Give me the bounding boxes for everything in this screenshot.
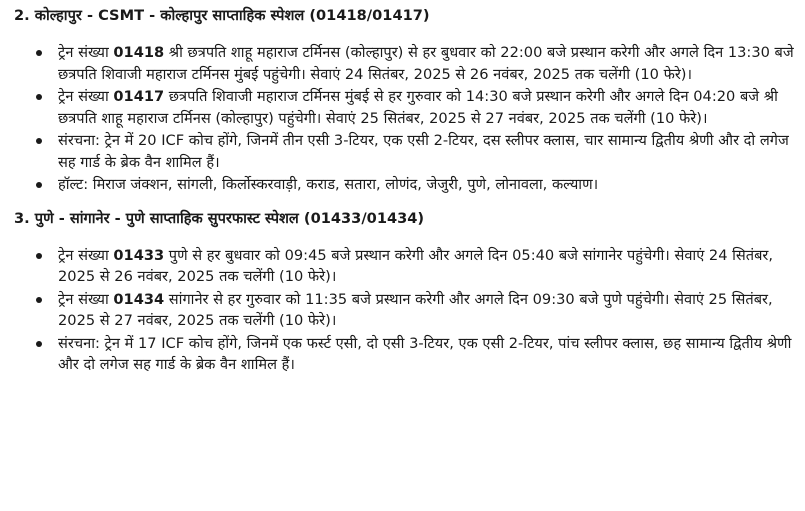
list-item — [14, 42, 795, 85]
item-prefix: ट्रेन संख्या — [58, 290, 114, 308]
heading-part-1: पुणे — [34, 209, 54, 227]
item-prefix: ट्रेन संख्या — [58, 88, 114, 105]
bullet-icon — [36, 253, 42, 259]
item-text: श्री छत्रपति शाहू महाराज टर्मिनस (कोल्हापुर) से हर बुधवार को 22:00 बजे प्रस्थान करेगी और अगले दिन 13:30 बजे छत्रपति शिवाजी महाराज टर्मिनस मुंबई पहुंचेगी। सेवाएं 24 सितंबर, 2025 से 26 नवंबर, 2025 तक चलेंगी (10 फेरे)। — [58, 44, 794, 83]
item-text: छत्रपति शिवाजी महाराज टर्मिनस मुंबई से हर गुरुवार को 14:30 बजे प्रस्थान करेगी और अगले दिन 04:20 बजे श्री छत्रपति शाहू महाराज टर्मिनस (कोल्हापुर) पहुंचेगी। सेवाएं 25 सितंबर, 2025 से 27 नवंबर, 2025 तक चलेंगी (10 फेरे)। — [58, 88, 778, 127]
section-number: 3. — [14, 209, 35, 227]
bullet-icon — [36, 50, 42, 56]
section-number: 2. — [14, 7, 35, 24]
bullet-icon — [36, 341, 42, 347]
heading-part-3: कोल्हापुर साप्ताहिक स्पेशल — [160, 7, 305, 24]
item-prefix: ट्रेन संख्या — [58, 246, 114, 264]
heading-separator: - — [81, 7, 99, 24]
item-prefix: ट्रेन संख्या — [58, 44, 114, 61]
item-text: हॉल्ट: मिराज जंक्शन, सांगली, किर्लोस्करवाड़ी, कराड, सतारा, लोणंद, जेजुरी, पुणे, लोनावला, कल्याण। — [58, 176, 599, 193]
list-item — [14, 245, 795, 288]
section-pune-sanganer — [14, 207, 795, 376]
section-kolhapur-csmt — [14, 4, 795, 196]
list-item — [14, 130, 795, 173]
bullet-list — [14, 42, 795, 196]
heading-part-2: सांगानेर — [69, 209, 110, 227]
bullet-icon — [36, 297, 42, 303]
item-text: सांगानेर से हर गुरुवार को 11:35 बजे प्रस्थान करेगी और अगले दिन 09:30 बजे पुणे पहुंचेगी। सेवाएं 25 सितंबर, 2025 से 27 नवंबर, 2025 तक चलेंगी (10 फेरे)। — [58, 290, 773, 329]
bullet-icon — [36, 138, 42, 144]
train-number: 01418 — [113, 44, 165, 61]
heading-part-2: CSMT — [98, 7, 145, 24]
list-item — [14, 289, 795, 332]
item-text: संरचना: ट्रेन में 17 ICF कोच होंगे, जिनमें एक फर्स्ट एसी, दो एसी 3-टियर, एक एसी 2-टियर, पांच स्लीपर क्लास, छह सामान्य द्वितीय श्रेणी और दो लगेज सह गार्ड के ब्रेक वैन शामिल हैं। — [58, 334, 792, 373]
heading-part-1: कोल्हापुर — [34, 7, 82, 24]
train-number: 01434 — [113, 290, 165, 308]
item-text: पुणे से हर बुधवार को 09:45 बजे प्रस्थान करेगी और अगले दिन 05:40 बजे सांगानेर पहुंचेगी। सेवाएं 24 सितंबर, 2025 से 26 नवंबर, 2025 तक चलेंगी (10 फेरे)। — [58, 246, 774, 285]
bullet-list — [14, 245, 795, 376]
list-item — [14, 174, 795, 196]
section-heading — [14, 4, 795, 28]
bullet-icon — [36, 182, 42, 188]
train-codes: (01433/01434) — [298, 209, 425, 227]
bullet-icon — [36, 94, 42, 100]
list-item — [14, 333, 795, 376]
item-text: संरचना: ट्रेन में 20 ICF कोच होंगे, जिनमें तीन एसी 3-टियर, एक एसी 2-टियर, दस स्लीपर क्लास, चार सामान्य द्वितीय श्रेणी और दो लगेज सह गार्ड के ब्रेक वैन शामिल हैं। — [58, 132, 789, 171]
heading-part-3: पुणे साप्ताहिक सुपरफास्ट स्पेशल — [125, 209, 299, 227]
list-item — [14, 86, 795, 129]
train-number: 01433 — [113, 246, 165, 264]
heading-separator: - — [53, 209, 70, 227]
heading-separator: - — [144, 7, 161, 24]
section-heading — [14, 207, 795, 231]
train-number: 01417 — [113, 88, 165, 105]
train-codes: (01418/01417) — [304, 7, 430, 24]
heading-separator: - — [109, 209, 126, 227]
